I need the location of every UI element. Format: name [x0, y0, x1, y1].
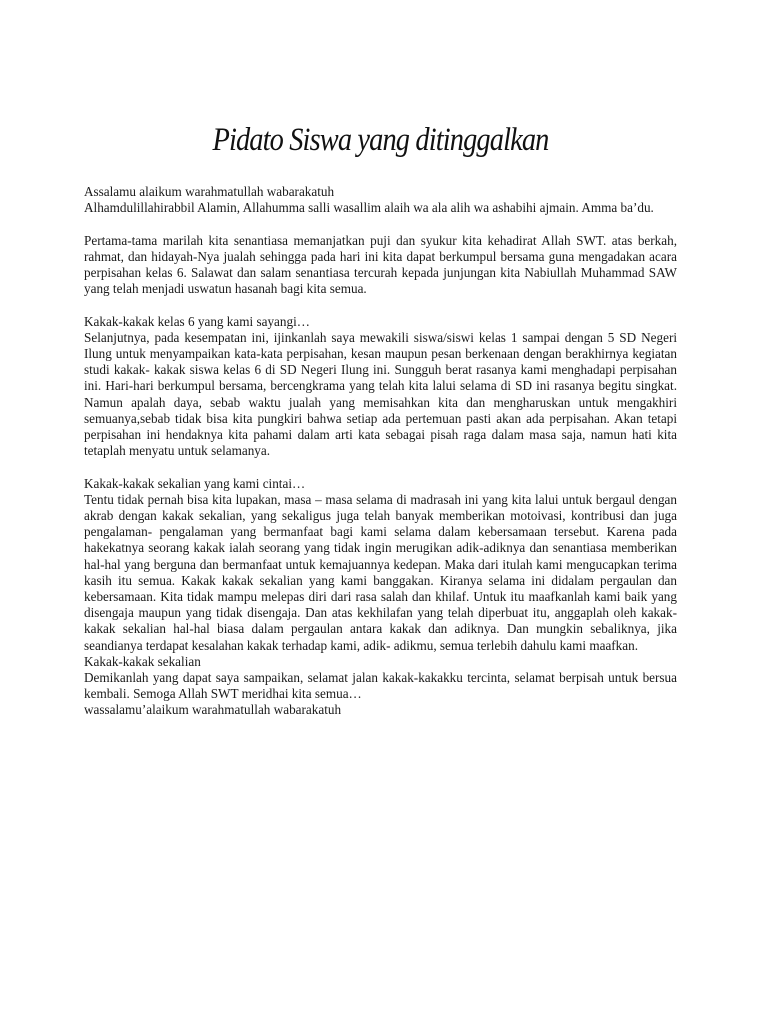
document-title: Pidato Siswa yang ditinggalkan: [212, 122, 549, 158]
paragraph-gap: [84, 216, 677, 232]
opening-paragraph: Alhamdulillahirabbil Alamin, Allahumma salli wasallim alaih wa ala alih wa ashabihi ajmain. Amma ba’du.: [84, 200, 654, 216]
paragraph-closing-remarks: Demikanlah yang dapat saya sampaikan, selamat jalan kakak-kakakku tercinta, selamat berpisah untuk bersua kembali. Semoga Allah SWT meridhai kita semua…: [84, 670, 677, 702]
paragraph-memories: Tentu tidak pernah bisa kita lupakan, masa – masa selama di madrasah ini yang kita lalui untuk bergaul dengan akrab dengan kakak sekalian, yang sekaligus juga telah banyak memberikan motoivasi, kontribusi dan juga pengalaman- pengalaman yang bermanfaat bagi kami selama dalam kebersamaan tersebut. Karena pada hakekatnya seorang kakak ialah seorang yang tidak ingin merugikan adik-adiknya dan senantiasa memberikan hal-hal yang berguna dan bermanfaat untuk kemajuannya kedepan. Maka dari itulah kami mengucapkan terima kasih itu semua. Kakak kakak sekalian yang kami banggakan. Kiranya selama ini didalam pergaulan dan kebersamaan. Kita tidak mampu melepas diri dari rasa salah dan khilaf. Untuk itu maafkanlah kami baik yang disengaja maupun yang tidak disengaja. Dan atas kekhilafan yang telah diperbuat itu, anggaplah oleh kakak-kakak sekalian hal-hal biasa dalam pergaulan antara kakak dan adiknya. Dan mungkin sebaliknya, jika seandianya terdapat kesalahan kakak terhadap kami, adik- adikmu, semua terlebih dahulu kami maafkan.: [84, 491, 677, 653]
greeting-line: Assalamu alaikum warahmatullah wabarakatuh: [84, 184, 335, 199]
paragraph-gap: [84, 459, 677, 475]
closing-salutation: wassalamu’alaikum warahmatullah wabarakatuh: [84, 702, 342, 718]
address-line-3: Kakak-kakak sekalian: [84, 653, 201, 669]
paragraph-praise: Pertama-tama marilah kita senantiasa memanjatkan puji dan syukur kita kehadirat Allah SWT. atas berkah, rahmat, dan hidayah-Nya jualah sehingga pada hari ini kita dapat berkumpul bersama guna mengadakan acara perpisahan kelas 6. Salawat dan salam senantiasa tercurah kepada junjungan kita Nabiullah Muhammad SAW yang telah menjadi uswatun hasanah bagi kita semua.: [84, 232, 677, 297]
address-line-1: Kakak-kakak kelas 6 yang kami sayangi…: [84, 313, 310, 329]
document-page: [84, 118, 677, 719]
paragraph-gap: [84, 297, 677, 313]
paragraph-farewell: Selanjutnya, pada kesempatan ini, ijinkanlah saya mewakili siswa/siswi kelas 1 sampai dengan 5 SD Negeri Ilung untuk menyampaikan kata-kata perpisahan, kesan maupun pesan berkenaan dengan berakhirnya kegiatan studi kakak- kakak siswa kelas 6 di SD Negeri Ilung ini. Sungguh berat rasanya kami menghadapi perpisahan ini. Hari-hari berkumpul bersama, bercengkrama yang telah kita lalui selama di SD ini rasanya begitu singkat. Namun apalah daya, sebab waktu jualah yang memisahkan kita dan mengharuskan untuk mengakhiri semuanya,sebab tidak bisa kita pungkiri bahwa setiap ada pertemuan pasti akan ada perpisahan. Akan tetapi perpisahan ini hendaknya kita pahami dalam arti kata sebagai pisah raga dalam masa saja, namun hati kita tetaplah menyatu untuk selamanya.: [84, 329, 677, 459]
address-line-2: Kakak-kakak sekalian yang kami cintai…: [84, 475, 306, 491]
